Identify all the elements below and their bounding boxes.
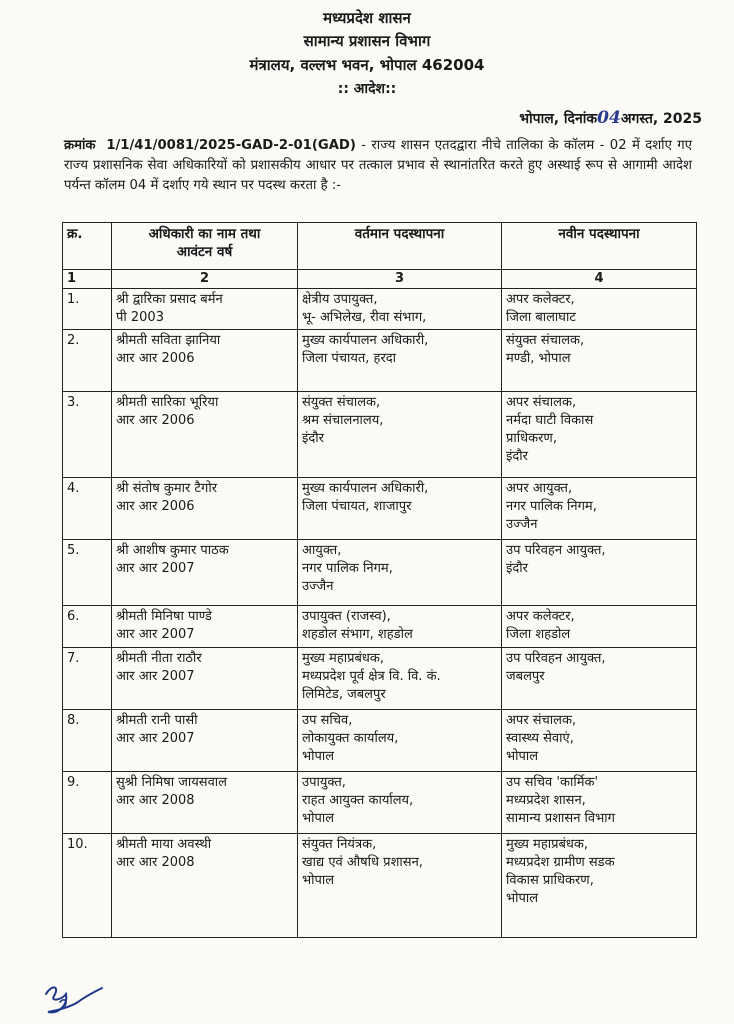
- cell-officer: श्रीमती रानी पासी आर आर 2007: [112, 710, 298, 772]
- order-intro-paragraph: [64, 136, 692, 196]
- cell-current-posting: उपायुक्त (राजस्व), शहडोल संभाग, शहडोल: [298, 606, 502, 648]
- cell-sno: 10.: [63, 834, 112, 938]
- cell-current-posting: संयुक्त नियंत्रक, खाद्य एवं औषधि प्रशासन, भोपाल: [298, 834, 502, 938]
- cell-officer: श्री संतोष कुमार टैगोर आर आर 2006: [112, 478, 298, 540]
- cell-new-posting: उप परिवहन आयुक्त, जबलपुर: [502, 648, 697, 710]
- cell-new-posting: अपर कलेक्टर, जिला शहडोल: [502, 606, 697, 648]
- col-header-current-posting: वर्तमान पदस्थापना: [298, 223, 502, 270]
- cell-current-posting: क्षेत्रीय उपायुक्त, भू- अभिलेख, रीवा संभाग,: [298, 289, 502, 330]
- order-number: 1/1/41/0081/2025-GAD-2-01(GAD): [106, 138, 356, 153]
- table-row: [63, 710, 697, 772]
- cell-new-posting: संयुक्त संचालक, मण्डी, भोपाल: [502, 330, 697, 392]
- col-number: 2: [112, 270, 298, 289]
- col-header-new-posting: नवीन पदस्थापना: [502, 223, 697, 270]
- table-row: [63, 478, 697, 540]
- transfer-table: [62, 222, 697, 938]
- department-title: सामान्य प्रशासन विभाग: [303, 32, 431, 50]
- date-suffix: अगस्त, 2025: [620, 111, 702, 127]
- cell-current-posting: मुख्य कार्यपालन अधिकारी, जिला पंचायत, शाजापुर: [298, 478, 502, 540]
- column-number-row: [63, 270, 697, 289]
- order-number-label: क्रमांक: [64, 138, 96, 153]
- table-row: [63, 289, 697, 330]
- cell-current-posting: मुख्य कार्यपालन अधिकारी, जिला पंचायत, हरदा: [298, 330, 502, 392]
- cell-officer: श्री द्वारिका प्रसाद बर्मन पी 2003: [112, 289, 298, 330]
- signature-icon: [38, 980, 108, 1020]
- cell-new-posting: अपर संचालक, नर्मदा घाटी विकास प्राधिकरण, इंदौर: [502, 392, 697, 478]
- cell-new-posting: अपर आयुक्त, नगर पालिक निगम, उज्जैन: [502, 478, 697, 540]
- cell-sno: 2.: [63, 330, 112, 392]
- cell-officer: श्रीमती नीता राठौर आर आर 2007: [112, 648, 298, 710]
- col-number: 1: [63, 270, 112, 289]
- cell-new-posting: उप सचिव 'कार्मिक' मध्यप्रदेश शासन, सामान्य प्रशासन विभाग: [502, 772, 697, 834]
- cell-new-posting: अपर कलेक्टर, जिला बालाघाट: [502, 289, 697, 330]
- cell-sno: 7.: [63, 648, 112, 710]
- table-row: [63, 772, 697, 834]
- cell-sno: 3.: [63, 392, 112, 478]
- cell-sno: 1.: [63, 289, 112, 330]
- table-row: [63, 392, 697, 478]
- col-number: 4: [502, 270, 697, 289]
- cell-current-posting: मुख्य महाप्रबंधक, मध्यप्रदेश पूर्व क्षेत्र वि. वि. कं. लिमिटेड, जबलपुर: [298, 648, 502, 710]
- cell-current-posting: उपायुक्त, राहत आयुक्त कार्यालय, भोपाल: [298, 772, 502, 834]
- table-row: [63, 540, 697, 606]
- cell-new-posting: मुख्य महाप्रबंधक, मध्यप्रदेश ग्रामीण सडक विकास प्राधिकरण, भोपाल: [502, 834, 697, 938]
- cell-sno: 6.: [63, 606, 112, 648]
- cell-sno: 8.: [63, 710, 112, 772]
- col-number: 3: [298, 270, 502, 289]
- cell-sno: 9.: [63, 772, 112, 834]
- cell-sno: 4.: [63, 478, 112, 540]
- table-row: [63, 606, 697, 648]
- cell-new-posting: उप परिवहन आयुक्त, इंदौर: [502, 540, 697, 606]
- date-day-handwritten: 04: [597, 108, 621, 128]
- order-text: - राज्य शासन एतदद्वारा नीचे तालिका के कॉलम - 02 में दर्शाए गए राज्य प्रशासनिक सेवा अधिकारियों को प्रशासकीय आधार पर तत्काल प्रभाव से स्थानांतरित करते हुए अस्थाई रूप से आगामी आदेश पर्यन्त कॉलम 04 में दर्शाए गये स्थान पर पदस्थ करता है :-: [64, 138, 692, 193]
- cell-officer: श्रीमती सविता झानिया आर आर 2006: [112, 330, 298, 392]
- col-header-sno: क्र.: [63, 223, 112, 270]
- cell-officer: श्रीमती मिनिषा पाण्डे आर आर 2007: [112, 606, 298, 648]
- order-heading: :: आदेश::: [337, 81, 397, 97]
- cell-sno: 5.: [63, 540, 112, 606]
- date-prefix: भोपाल, दिनांक: [519, 111, 598, 127]
- address-line: मंत्रालय, वल्लभ भवन, भोपाल 462004: [249, 56, 485, 74]
- table-row: [63, 648, 697, 710]
- table-row: [63, 330, 697, 392]
- cell-current-posting: आयुक्त, नगर पालिक निगम, उज्जैन: [298, 540, 502, 606]
- cell-officer: सुश्री निमिषा जायसवाल आर आर 2008: [112, 772, 298, 834]
- table-header-row: [63, 223, 697, 270]
- table-row: [63, 834, 697, 938]
- cell-officer: श्रीमती माया अवस्थी आर आर 2008: [112, 834, 298, 938]
- cell-new-posting: अपर संचालक, स्वास्थ्य सेवाएं, भोपाल: [502, 710, 697, 772]
- cell-current-posting: संयुक्त संचालक, श्रम संचालनालय, इंदौर: [298, 392, 502, 478]
- govt-title: मध्यप्रदेश शासन: [323, 9, 411, 27]
- col-header-officer: अधिकारी का नाम तथा आवंटन वर्ष: [112, 223, 298, 270]
- dateline: [519, 108, 702, 128]
- cell-officer: श्री आशीष कुमार पाठक आर आर 2007: [112, 540, 298, 606]
- cell-officer: श्रीमती सारिका भूरिया आर आर 2006: [112, 392, 298, 478]
- cell-current-posting: उप सचिव, लोकायुक्त कार्यालय, भोपाल: [298, 710, 502, 772]
